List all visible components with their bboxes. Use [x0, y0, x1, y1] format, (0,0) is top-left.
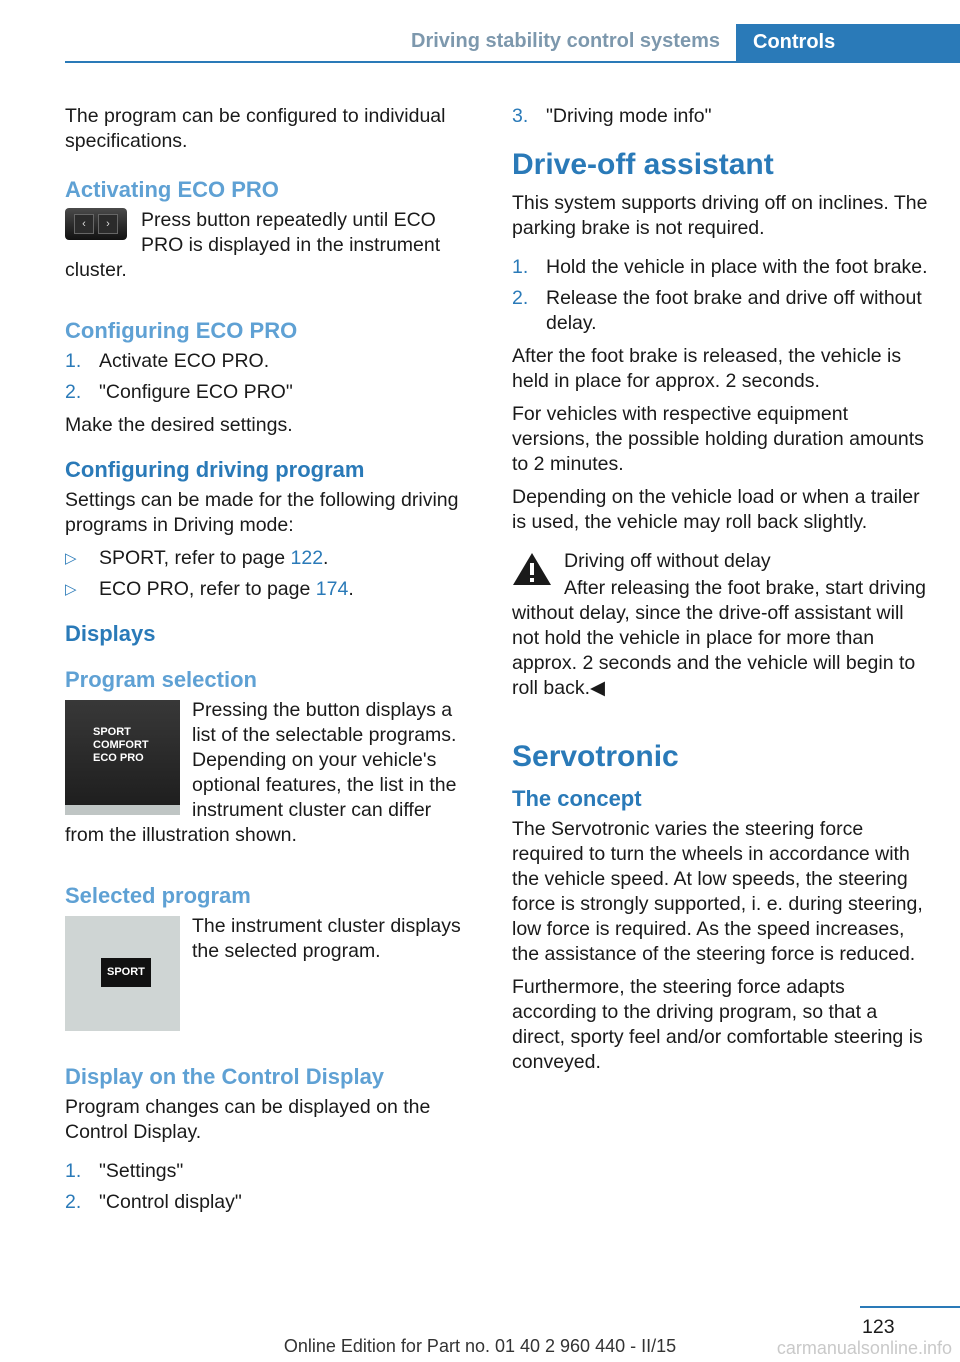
- intro-paragraph: The program can be configured to individual specifications.: [65, 105, 446, 152]
- warning-title: Driving off without delay: [564, 550, 771, 572]
- page-number: 123: [862, 1316, 895, 1338]
- drive-off-p1: After the foot brake is released, the vehicle is held in place for approx. 2 seconds.: [512, 345, 902, 392]
- heading-program-selection: Program selection: [65, 667, 257, 692]
- edition-footer: Online Edition for Part no. 01 40 2 960 440 - II/15: [283, 1336, 677, 1356]
- warning-block: [512, 549, 928, 709]
- page-link-122[interactable]: 122: [290, 547, 324, 569]
- control-display-text: Program changes can be displayed on the Control Display.: [65, 1096, 431, 1143]
- drive-off-steps: [512, 255, 928, 336]
- configuring-after-text: Make the desired settings.: [65, 414, 293, 436]
- driving-mode-step: [512, 104, 928, 129]
- list-item: 2. "Configure ECO PRO": [65, 381, 293, 403]
- watermark: carmanualsonline.info: [776, 1338, 952, 1358]
- servotronic-p2: Furthermore, the steering force adapts according to the driving program, so that a direct, sporty feel and/or comfortable steering is conveyed.: [512, 976, 923, 1073]
- activating-block: [65, 208, 475, 291]
- program-list-screen-image: SPORT COMFORT ECO PRO: [65, 700, 180, 815]
- warning-text: After releasing the foot brake, start driving without delay, since the drive-off assistant will not hold the vehicle in place for more than approx. 2 seconds and the vehicle will begin to roll back.◀: [512, 577, 927, 699]
- driving-program-text: Settings can be made for the following driving programs in Driving mode:: [65, 489, 459, 536]
- triangle-bullet-icon: ▷: [65, 550, 77, 567]
- driving-mode-button-image: [65, 208, 127, 240]
- header-section-title: Driving stability control systems: [411, 30, 720, 52]
- selected-program-screen-image: [65, 916, 180, 1031]
- list-item: 1. Hold the vehicle in place with the foot brake.: [512, 256, 928, 278]
- drive-off-p3: Depending on the vehicle load or when a trailer is used, the vehicle may roll back slightly.: [512, 486, 920, 533]
- heading-the-concept: The concept: [512, 786, 642, 811]
- heading-configuring-driving-program: Configuring driving program: [65, 457, 365, 482]
- triangle-bullet-icon: ▷: [65, 581, 77, 598]
- list-item: 1. Activate ECO PRO.: [65, 350, 270, 372]
- left-arrow-icon: ‹: [74, 214, 94, 234]
- servotronic-p1: The Servotronic varies the steering force required to turn the wheels in accordance with the vehicle speed. At low speeds, the steering force is strongly supported, i. e. during steering, low force is required. As the speed increases, the assistance of the steering force is reduced.: [512, 818, 923, 965]
- control-display-steps: [65, 1159, 475, 1215]
- activating-text: Press button repeatedly until ECO PRO is displayed in the instrument cluster.: [65, 209, 441, 281]
- header-chapter-tab[interactable]: Controls: [736, 24, 960, 62]
- heading-drive-off-assistant: Drive-off assistant: [512, 148, 774, 181]
- program-selection-block: [65, 698, 475, 856]
- list-item: ▷ ECO PRO, refer to page 174.: [65, 578, 354, 600]
- configuring-steps: [65, 349, 475, 405]
- right-arrow-icon: ›: [98, 214, 118, 234]
- right-column: [512, 104, 928, 1083]
- heading-control-display: Display on the Control Display: [65, 1064, 385, 1089]
- list-item: 1. "Settings": [65, 1160, 184, 1182]
- list-item: 2. Release the foot brake and drive off without delay.: [512, 287, 922, 334]
- page-number-rule: [860, 1306, 960, 1308]
- warning-triangle-icon: [512, 551, 552, 587]
- list-item: 3. "Driving mode info": [512, 105, 712, 127]
- list-item: ▷ SPORT, refer to page 122.: [65, 547, 329, 569]
- drive-off-intro: This system supports driving off on inclines. The parking brake is not required.: [512, 192, 928, 239]
- sport-badge: SPORT: [101, 958, 151, 987]
- page-link-174[interactable]: 174: [315, 578, 349, 600]
- heading-displays: Displays: [65, 621, 156, 646]
- selected-program-block: [65, 914, 475, 1037]
- drive-off-p2: For vehicles with respective equipment versions, the possible holding duration amounts to 2 minutes.: [512, 403, 924, 475]
- heading-activating-eco-pro: Activating ECO PRO: [65, 177, 279, 202]
- heading-selected-program: Selected program: [65, 883, 251, 908]
- program-selection-text: Pressing the button displays a list of the selectable programs. Depending on your vehicle's optional features, the list in the instrument cluster can differ from the illustration shown.: [65, 699, 457, 846]
- heading-servotronic: Servotronic: [512, 740, 679, 773]
- list-item: 2. "Control display": [65, 1191, 242, 1213]
- driving-program-list: [65, 546, 475, 602]
- selected-program-text: The instrument cluster displays the selected program.: [192, 915, 461, 962]
- heading-configuring-eco-pro: Configuring ECO PRO: [65, 318, 298, 343]
- left-column: [65, 104, 475, 1223]
